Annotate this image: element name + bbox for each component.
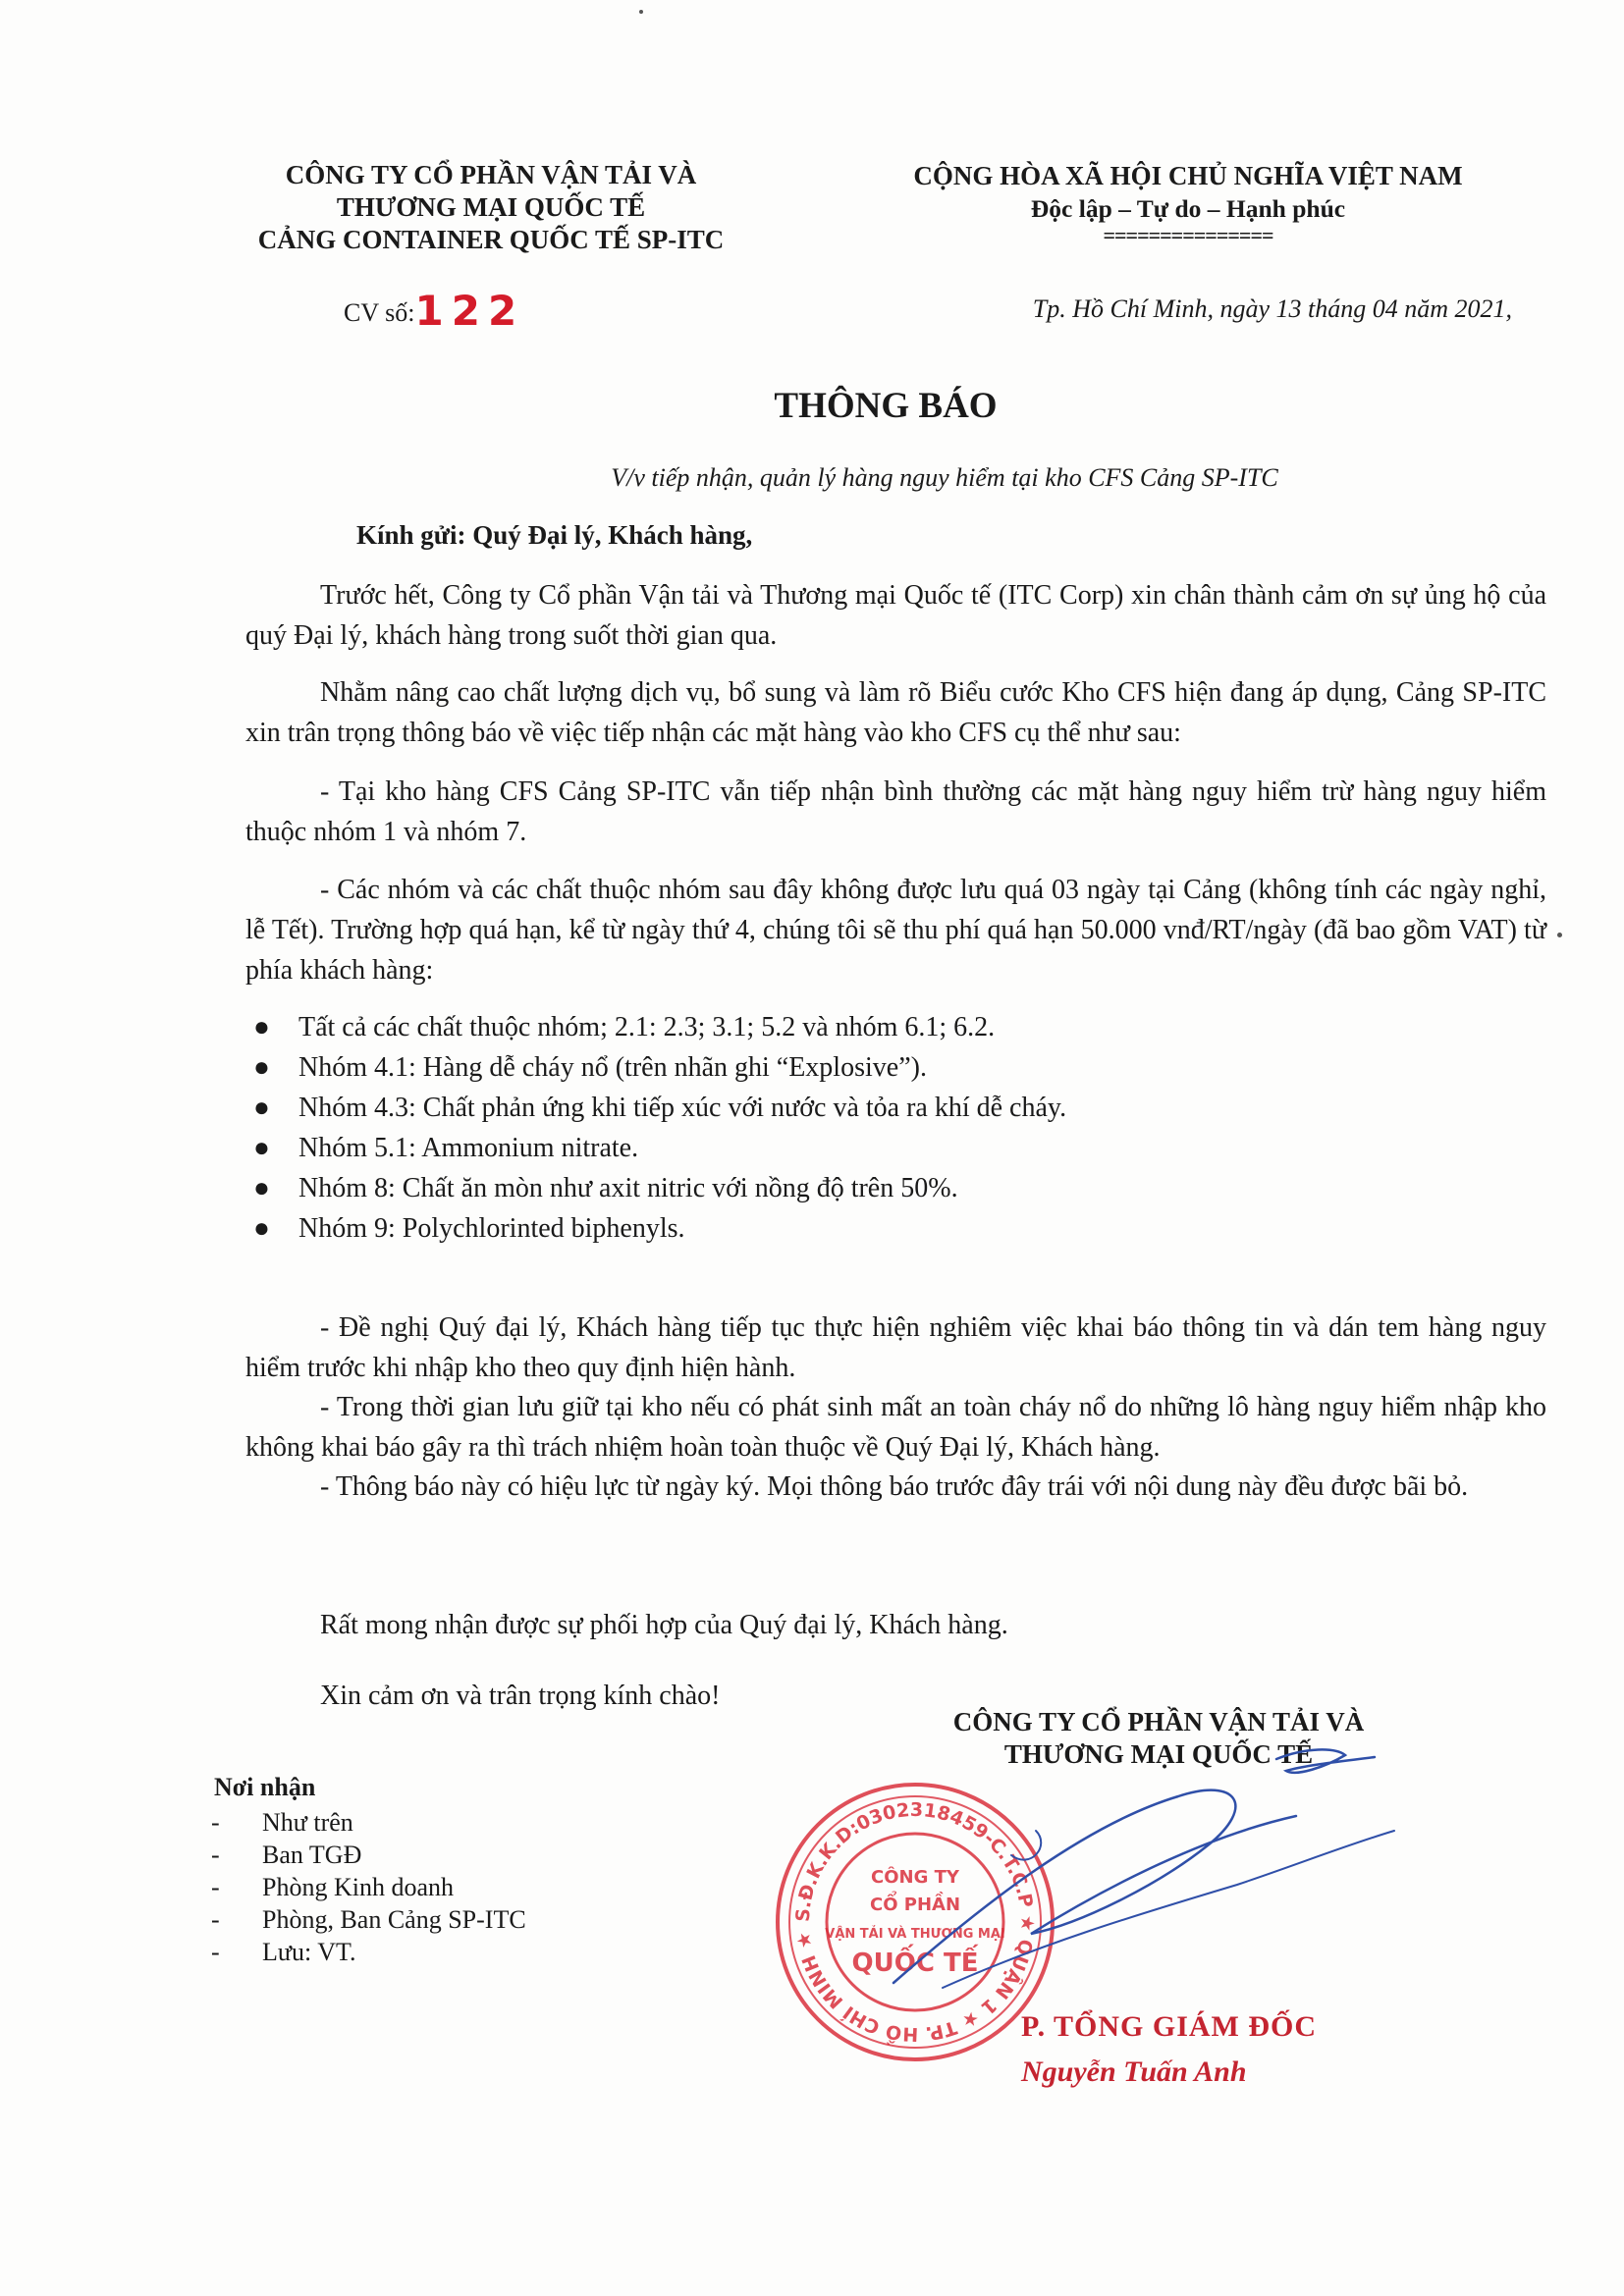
- list-item: - Lưu: VT.: [211, 1938, 356, 1966]
- document-number-label: CV số:: [344, 298, 415, 327]
- document-number: [344, 287, 524, 335]
- greeting: Kính gửi: Quý Đại lý, Khách hàng,: [356, 520, 753, 550]
- bullet-icon: ●: [253, 1052, 270, 1083]
- company-name-line3: CẢNG CONTAINER QUỐC TẾ SP-ITC: [257, 225, 725, 254]
- recipients-list: [211, 1806, 545, 1968]
- nation-rule: ===============: [1103, 223, 1273, 247]
- list-item: - Phòng Kinh doanh: [211, 1873, 454, 1901]
- list-item: ● Nhóm 5.1: Ammonium nitrate.: [253, 1128, 1432, 1168]
- document-number-value: 122: [414, 287, 525, 335]
- list-item: - Ban TGĐ: [211, 1841, 362, 1869]
- paragraph-intro: Trước hết, Công ty Cổ phần Vận tải và Thương mại Quốc tế (ITC Corp) xin chân thành cảm ơn sự ủng hộ của quý Đại lý, khách hàng trong suốt thời gian qua.: [245, 580, 1546, 651]
- bullet-icon: ●: [253, 1133, 270, 1163]
- list-item: - Như trên: [211, 1808, 353, 1837]
- date-line: Tp. Hồ Chí Minh, ngày 13 tháng 04 năm 2021,: [1032, 294, 1512, 323]
- document-subject: V/v tiếp nhận, quản lý hàng nguy hiểm tại kho CFS Cảng SP-ITC: [611, 463, 1278, 492]
- list-item: - Phòng, Ban Cảng SP-ITC: [211, 1905, 526, 1934]
- closing-thanks: Xin cảm ơn và trân trọng kính chào!: [320, 1681, 721, 1711]
- paragraph-effective: - Thông báo này có hiệu lực từ ngày ký. Mọi thông báo trước đây trái với nội dung này đều được bãi bỏ.: [320, 1471, 1469, 1502]
- paragraph-declaration: - Đề nghị Quý đại lý, Khách hàng tiếp tục thực hiện nghiêm việc khai báo thông tin và dán tem hàng nguy hiểm trước khi nhập kho theo quy định hiện hành.: [245, 1312, 1546, 1383]
- document-title: THÔNG BÁO: [774, 386, 998, 426]
- company-name-line2: THƯƠNG MẠI QUỐC TẾ: [336, 192, 646, 222]
- paragraph-purpose: Nhằm nâng cao chất lượng dịch vụ, bổ sung và làm rõ Biểu cước Kho CFS hiện đang áp dụng, Cảng SP-ITC xin trân trọng thông báo về việc tiếp nhận các mặt hàng vào kho CFS cụ thể như sau:: [245, 677, 1546, 748]
- seal-line2: CỔ PHẦN: [869, 1895, 961, 1915]
- list-item: ● Nhóm 9: Polychlorinted biphenyls.: [253, 1208, 1432, 1249]
- recipients-heading: Nơi nhận: [214, 1773, 316, 1801]
- list-item: ● Nhóm 8: Chất ăn mòn như axit nitric với nồng độ trên 50%.: [253, 1168, 1432, 1208]
- scan-speck: [1557, 933, 1562, 937]
- closing-cooperation: Rất mong nhận được sự phối hợp của Quý đại lý, Khách hàng.: [320, 1610, 1008, 1640]
- bullet-icon: ●: [253, 1012, 270, 1042]
- seal-line3: VẬN TẢI VÀ THƯƠNG MẠI: [825, 1927, 1005, 1942]
- paragraph-liability: - Trong thời gian lưu giữ tại kho nếu có phát sinh mất an toàn cháy nổ do những lô hàng nguy hiểm nhập kho không khai báo gây ra thì trách nhiệm hoàn toàn thuộc về Quý Đại lý, Khách hàng.: [245, 1392, 1546, 1463]
- seal-line4: QUỐC TẾ: [851, 1949, 979, 1978]
- national-header: [864, 159, 1512, 245]
- list-item: ● Nhóm 4.3: Chất phản ứng khi tiếp xúc với nước và tỏa ra khí dễ cháy.: [253, 1088, 1432, 1128]
- signer-title: P. TỔNG GIÁM ĐỐC: [1021, 2010, 1318, 2043]
- seal-line1: CÔNG TY: [871, 1867, 959, 1888]
- bullet-icon: ●: [253, 1173, 270, 1203]
- bullet-icon: ●: [253, 1093, 270, 1123]
- hazard-group-list: [253, 1007, 1432, 1249]
- paragraph-storage-limit: - Các nhóm và các chất thuộc nhóm sau đây không được lưu quá 03 ngày tại Cảng (không tính các ngày nghỉ, lễ Tết). Trường hợp quá hạn, kể từ ngày thứ 4, chúng tôi sẽ thu phí quá hạn 50.000 vnđ/RT/ngày (đã bao gồm VAT) từ phía khách hàng:: [245, 875, 1546, 986]
- list-item: ● Tất cả các chất thuộc nhóm; 2.1: 2.3; 3.1; 5.2 và nhóm 6.1; 6.2.: [253, 1007, 1432, 1047]
- scan-speck: [639, 10, 643, 14]
- handwritten-signature: [884, 1737, 1434, 1993]
- nation-motto: Độc lập – Tự do – Hạnh phúc: [1030, 194, 1346, 223]
- seal-ring-text: S.Đ.K.K.D:0302318459-C.T.C.P ★ QUẬN 1 ★ TP. HỒ CHÍ MINH ★: [791, 1798, 1039, 2046]
- bullet-icon: ●: [253, 1213, 270, 1244]
- nation-name: CỘNG HÒA XÃ HỘI CHỦ NGHĨA VIỆT NAM: [913, 161, 1463, 190]
- signature-company: CÔNG TY CỔ PHẦN VẬN TẢI VÀ THƯƠNG MẠI QUỐC TẾ: [952, 1707, 1365, 1769]
- signer-name: Nguyễn Tuấn Anh: [1021, 2056, 1247, 2088]
- company-header: [201, 159, 781, 256]
- list-item: ● Nhóm 4.1: Hàng dễ cháy nổ (trên nhãn ghi “Explosive”).: [253, 1047, 1432, 1088]
- paragraph-accept: - Tại kho hàng CFS Cảng SP-ITC vẫn tiếp nhận bình thường các mặt hàng nguy hiểm trừ hàng nguy hiểm thuộc nhóm 1 và nhóm 7.: [245, 776, 1546, 847]
- company-name-line1: CÔNG TY CỔ PHẦN VẬN TẢI VÀ: [285, 160, 697, 189]
